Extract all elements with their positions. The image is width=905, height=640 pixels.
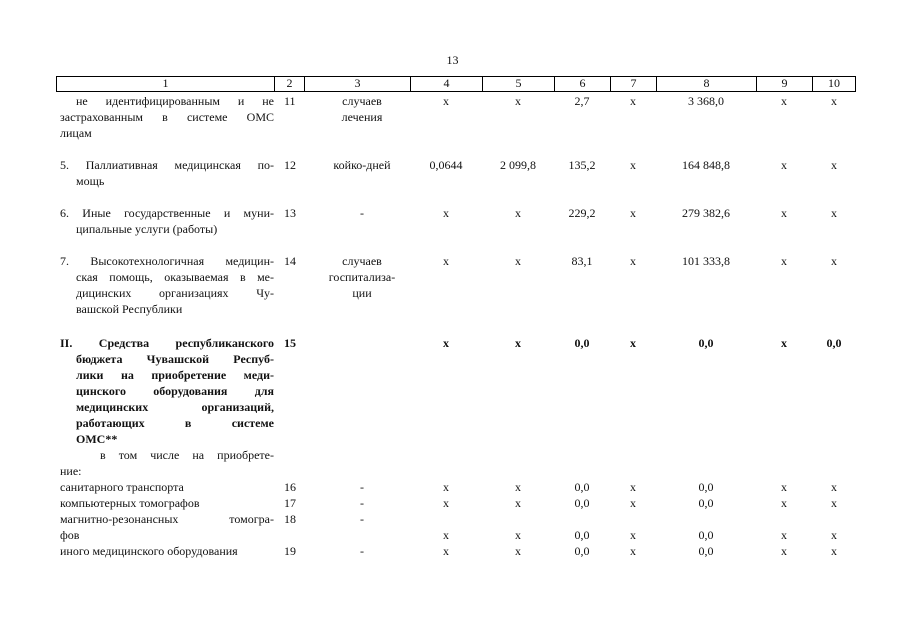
row-name — [60, 253, 274, 317]
row-col-6: 0,0 — [574, 496, 590, 510]
row-name — [60, 157, 274, 189]
row-name — [60, 335, 274, 447]
row-col-5: х — [515, 496, 521, 510]
row-name-line: дицинских организациях Чу- — [76, 286, 274, 300]
table-header — [56, 76, 856, 92]
row-col-4: х — [443, 336, 449, 350]
row-name-line: 5. Паллиативная медицинская по- — [60, 158, 274, 172]
row-col-4: х — [443, 254, 449, 268]
row-col-8: 164 848,8 — [682, 158, 730, 172]
row-name: иного медицинского оборудования — [60, 544, 238, 558]
row-col-6: 135,2 — [568, 158, 596, 172]
row-unit: - — [360, 496, 364, 510]
row-col-5: х — [515, 254, 521, 268]
header-col-2: 2 — [274, 77, 304, 91]
row-col-10: 0,0 — [826, 336, 842, 350]
row-col-8: 101 333,8 — [682, 254, 730, 268]
row-name-line: цинского оборудования для — [76, 384, 274, 398]
row-unit-line: лечения — [341, 110, 383, 124]
header-col-10: 10 — [812, 77, 856, 91]
row-name-line: бюджета Чувашской Респуб- — [76, 352, 274, 366]
header-col-6: 6 — [554, 77, 610, 91]
row-col-7: х — [630, 206, 636, 220]
row-name-line: ская помощь, оказываемая в ме- — [76, 270, 274, 284]
row-col-5: х — [515, 336, 521, 350]
row-col-5: х — [515, 94, 521, 108]
row-col-9: х — [781, 336, 787, 350]
row-name-line: мощь — [76, 174, 105, 188]
row-col-9: х — [781, 254, 787, 268]
row-col-8: 0,0 — [698, 528, 714, 542]
row-col-6: 0,0 — [574, 544, 590, 558]
row-col-6: 229,2 — [568, 206, 596, 220]
row-name-line: II. Средства республиканского — [60, 336, 274, 350]
row-col-6: 0,0 — [574, 528, 590, 542]
row-name — [60, 93, 274, 141]
row-col-6: 83,1 — [571, 254, 593, 268]
header-col-1: 1 — [56, 77, 274, 91]
row-number: 12 — [284, 158, 296, 172]
row-col-10: х — [831, 544, 837, 558]
row-unit-line: ции — [352, 286, 372, 300]
row-col-7: х — [630, 480, 636, 494]
row-col-9: х — [781, 544, 787, 558]
row-col-4: х — [443, 528, 449, 542]
row-col-9: х — [781, 158, 787, 172]
row-name — [60, 447, 274, 479]
row-number: 14 — [284, 254, 296, 268]
row-number: 18 — [284, 512, 296, 526]
row-col-5: х — [515, 544, 521, 558]
row-col-8: 0,0 — [698, 496, 714, 510]
row-number: 17 — [284, 496, 296, 510]
row-name-line: 6. Иные государственные и муни- — [60, 206, 274, 220]
row-number: 19 — [284, 544, 296, 558]
row-name-line: фов — [60, 528, 80, 542]
row-col-9: х — [781, 496, 787, 510]
header-col-7: 7 — [610, 77, 656, 91]
row-col-7: х — [630, 254, 636, 268]
row-name — [60, 511, 274, 543]
row-name-line: не идентифицированным и не — [76, 94, 274, 108]
row-name: санитарного транспорта — [60, 480, 184, 494]
row-number: 11 — [284, 94, 296, 108]
row-col-9: х — [781, 94, 787, 108]
row-unit: - — [360, 480, 364, 494]
row-col-4: 0,0644 — [429, 158, 463, 172]
row-unit: - — [360, 512, 364, 526]
row-col-5: х — [515, 528, 521, 542]
row-unit — [314, 205, 410, 221]
row-col-8: 0,0 — [698, 480, 714, 494]
row-number: 13 — [284, 206, 296, 220]
row-col-10: х — [831, 94, 837, 108]
row-col-8: 3 368,0 — [688, 94, 724, 108]
row-col-9: х — [781, 528, 787, 542]
row-col-7: х — [630, 336, 636, 350]
row-number: 15 — [284, 336, 296, 350]
header-col-3: 3 — [304, 77, 410, 91]
row-name-line: застрахованным в системе ОМС — [60, 110, 274, 124]
row-name-line: лики на приобретение меди- — [76, 368, 274, 382]
row-name-line: в том числе на приобрете- — [100, 448, 274, 462]
row-name: компьютерных томографов — [60, 496, 200, 510]
row-name-line: ОМС** — [76, 432, 118, 446]
row-col-7: х — [630, 94, 636, 108]
row-unit-line: - — [360, 206, 364, 220]
row-unit — [314, 93, 410, 125]
row-name-line: 7. Высокотехнологичная медицин- — [60, 254, 274, 268]
row-col-7: х — [630, 496, 636, 510]
row-col-4: х — [443, 544, 449, 558]
header-col-8: 8 — [656, 77, 756, 91]
row-col-6: 0,0 — [574, 336, 590, 350]
page-number: 13 — [446, 53, 459, 67]
row-unit — [314, 253, 410, 301]
row-name — [60, 205, 274, 237]
row-name-line: ципальные услуги (работы) — [76, 222, 218, 236]
row-col-10: х — [831, 496, 837, 510]
header-col-4: 4 — [410, 77, 482, 91]
row-col-6: 2,7 — [574, 94, 590, 108]
row-col-7: х — [630, 544, 636, 558]
row-col-5: х — [515, 480, 521, 494]
row-unit: - — [360, 544, 364, 558]
row-col-8: 0,0 — [698, 544, 714, 558]
row-name-line: магнитно-резонансных томогра- — [60, 512, 274, 526]
row-name-line: лицам — [60, 126, 92, 140]
row-col-6: 0,0 — [574, 480, 590, 494]
row-number: 16 — [284, 480, 296, 494]
row-col-7: х — [630, 158, 636, 172]
row-name-line: вашской Республики — [76, 302, 183, 316]
row-unit-line: койко-дней — [333, 158, 391, 172]
row-col-8: 279 382,6 — [682, 206, 730, 220]
header-col-5: 5 — [482, 77, 554, 91]
row-col-5: х — [515, 206, 521, 220]
row-col-10: х — [831, 528, 837, 542]
row-name-line: работающих в системе — [76, 416, 274, 430]
row-col-5: 2 099,8 — [500, 158, 536, 172]
row-col-4: х — [443, 206, 449, 220]
row-col-8: 0,0 — [698, 336, 714, 350]
row-col-4: х — [443, 480, 449, 494]
row-col-4: х — [443, 94, 449, 108]
row-col-9: х — [781, 480, 787, 494]
row-col-9: х — [781, 206, 787, 220]
row-unit — [314, 157, 410, 173]
row-col-10: х — [831, 158, 837, 172]
header-col-9: 9 — [756, 77, 812, 91]
row-unit-line: госпитализа- — [328, 270, 396, 284]
row-col-10: х — [831, 206, 837, 220]
row-col-4: х — [443, 496, 449, 510]
row-unit-line: случаев — [342, 94, 382, 108]
row-col-7: х — [630, 528, 636, 542]
row-name-line: медицинских организаций, — [76, 400, 274, 414]
row-unit-line: случаев — [342, 254, 382, 268]
row-col-10: х — [831, 480, 837, 494]
row-name-line: ние: — [60, 464, 82, 478]
row-col-10: х — [831, 254, 837, 268]
